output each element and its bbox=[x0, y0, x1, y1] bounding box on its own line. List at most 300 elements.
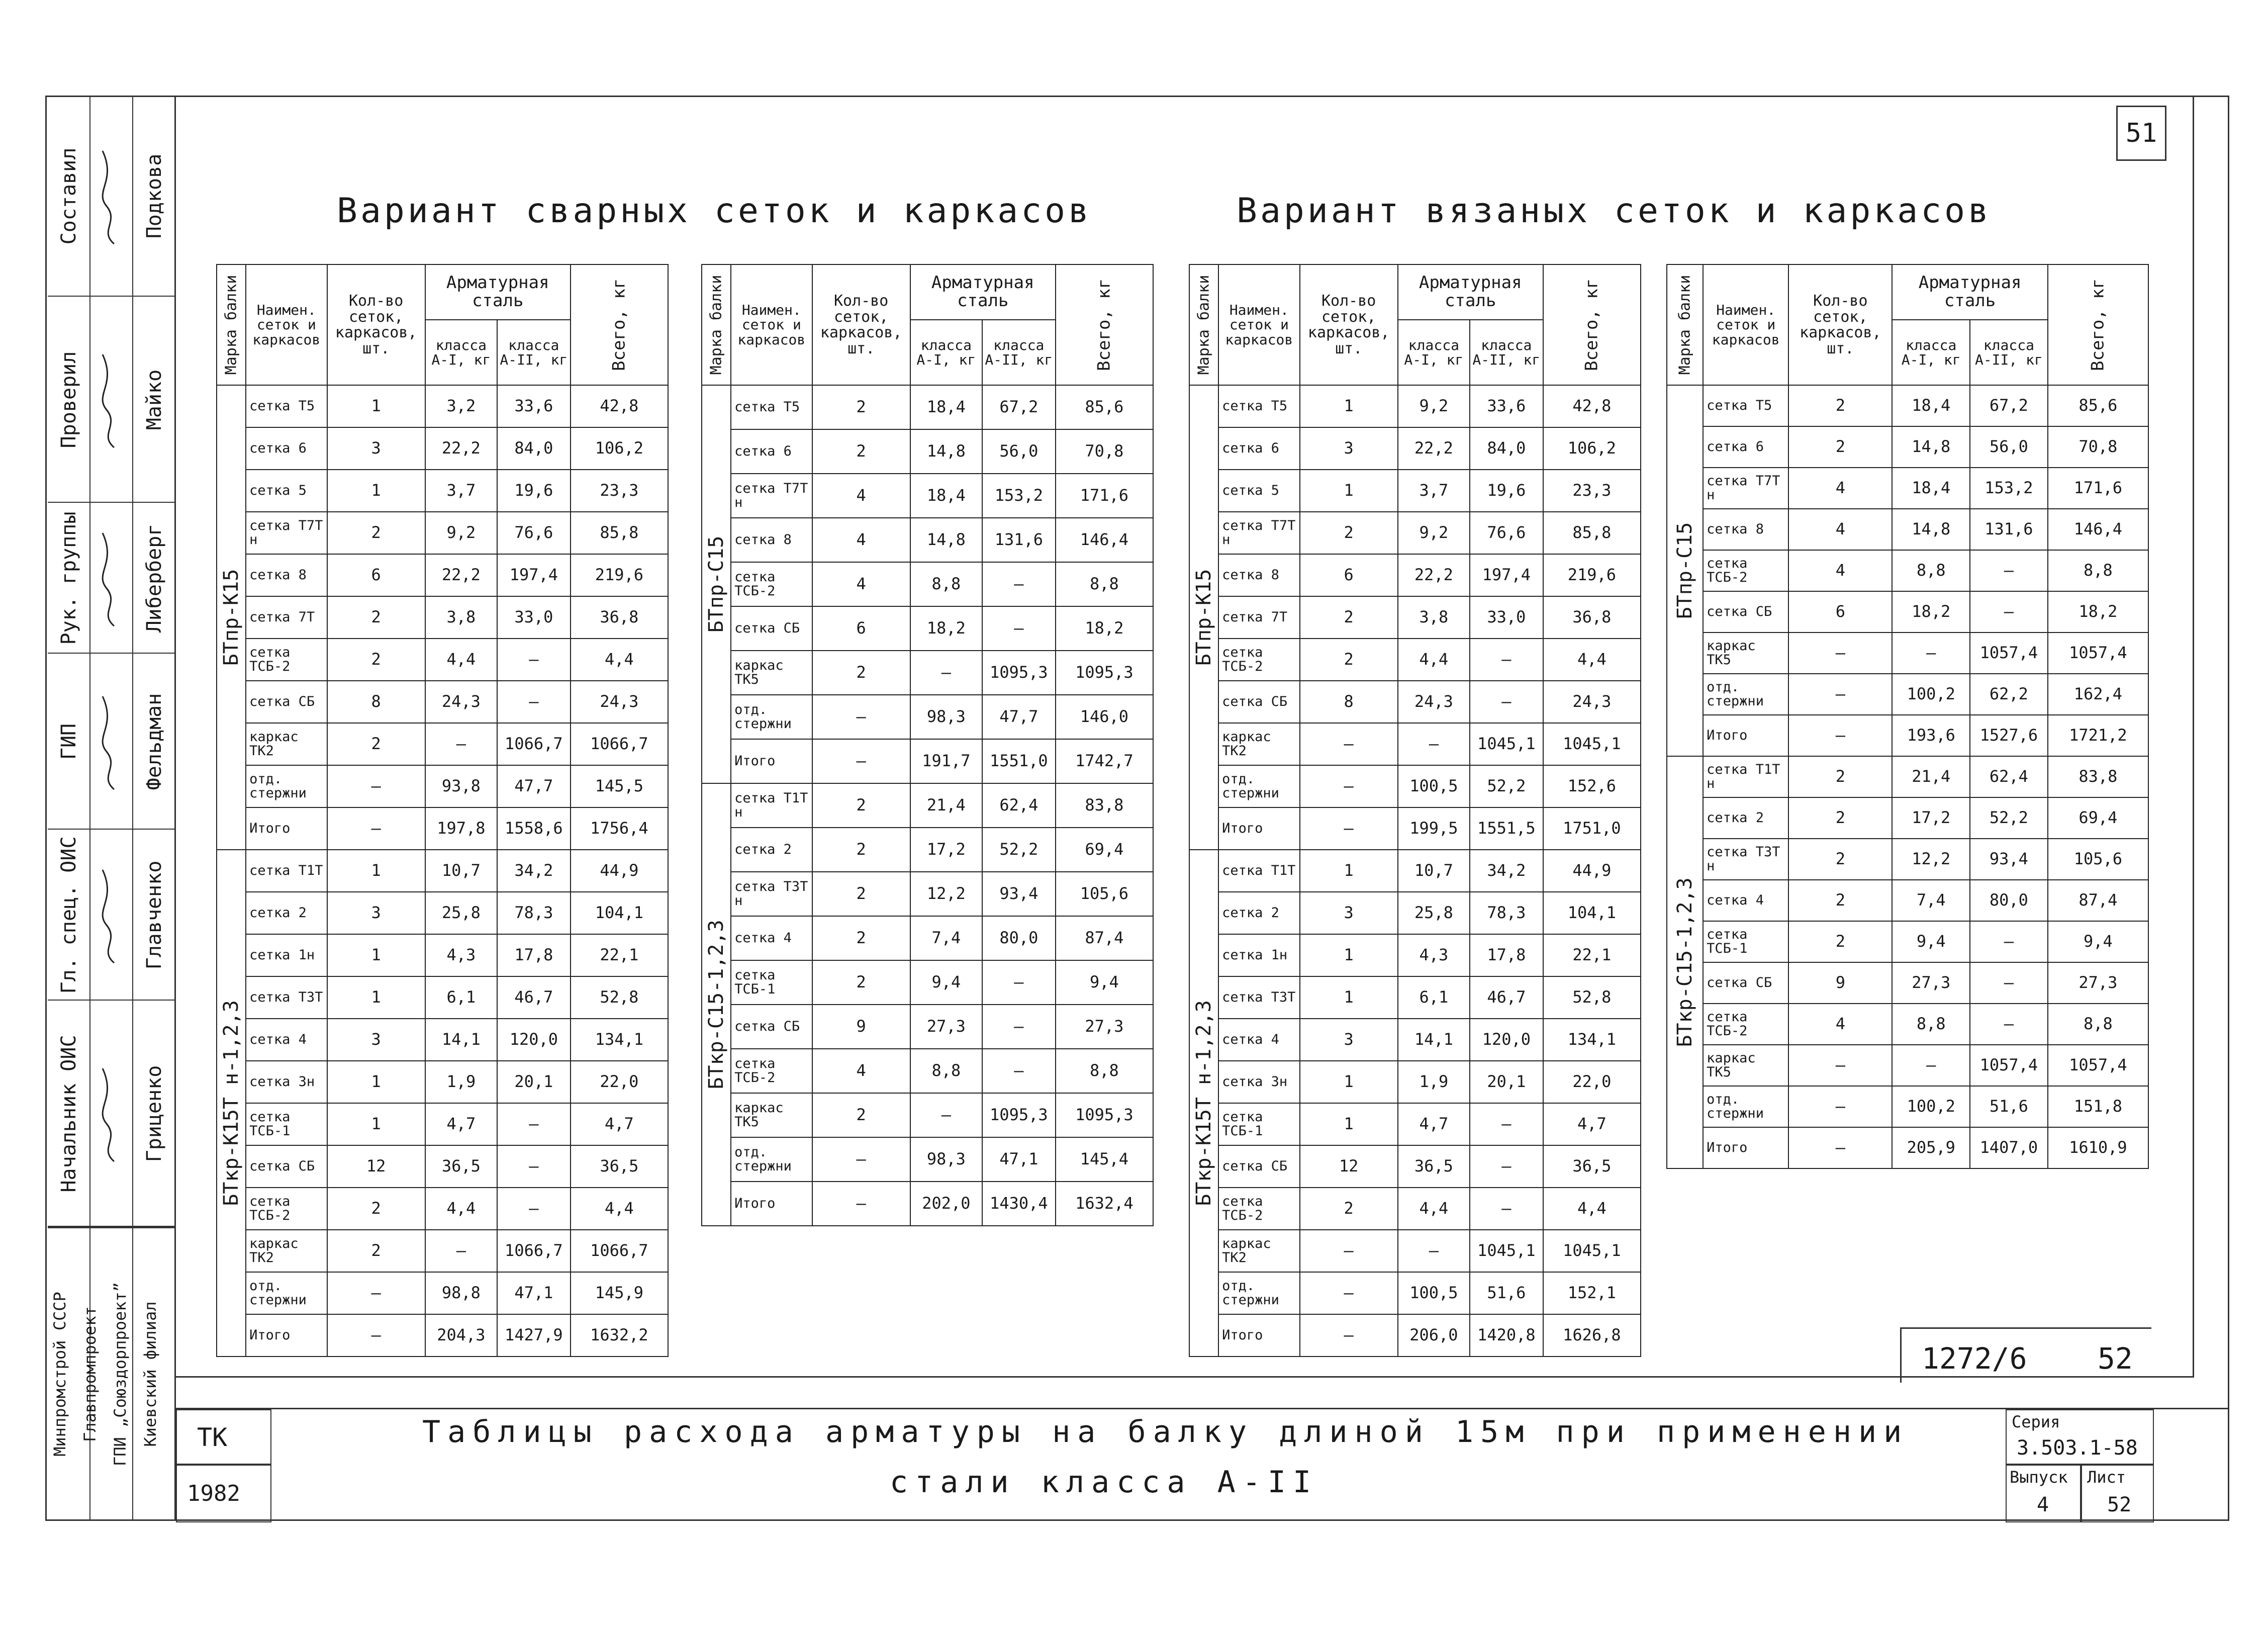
cell-a2: 47,1 bbox=[497, 1272, 571, 1314]
table-row bbox=[1189, 427, 1641, 470]
cell-a2: 76,6 bbox=[1470, 512, 1543, 554]
table-row bbox=[217, 639, 668, 681]
cell-qty: 1 bbox=[1300, 976, 1398, 1019]
cell-name: сетка ТСБ-2 bbox=[731, 1049, 812, 1093]
cell-name: каркас ТК2 bbox=[246, 1230, 327, 1272]
cell-total: 85,8 bbox=[571, 512, 668, 554]
cell-total: 36,5 bbox=[1543, 1145, 1641, 1188]
cell-a1: 98,8 bbox=[425, 1272, 497, 1314]
cell-name: сетка Т5 bbox=[246, 385, 327, 427]
table-row bbox=[217, 385, 668, 427]
cell-name: сетка 5 bbox=[1218, 470, 1299, 512]
cell-qty: 4 bbox=[1788, 509, 1892, 550]
stamp-row bbox=[48, 654, 176, 830]
cell-qty: 6 bbox=[812, 606, 910, 651]
cell-qty: — bbox=[1300, 807, 1398, 850]
cell-name: сетка Т7Т н bbox=[246, 512, 327, 554]
cell-qty: 1 bbox=[327, 1061, 425, 1103]
stamp-name: Гриценко bbox=[143, 1065, 166, 1162]
cell-total: 4,7 bbox=[1543, 1103, 1641, 1145]
cell-a2: 120,0 bbox=[1470, 1019, 1543, 1061]
cell-total: 104,1 bbox=[1543, 892, 1641, 934]
cell-total: 36,8 bbox=[571, 596, 668, 639]
cell-qty: — bbox=[812, 1182, 910, 1226]
cell-name: отд. стержни bbox=[1703, 674, 1788, 715]
cell-qty: 2 bbox=[812, 960, 910, 1005]
table-row bbox=[217, 765, 668, 807]
cell-total: 171,6 bbox=[1056, 474, 1153, 518]
cell-a2: 20,1 bbox=[497, 1061, 571, 1103]
table-row bbox=[217, 1314, 668, 1357]
cell-name: сетка Т1Т н bbox=[1703, 756, 1788, 797]
cell-a2: 51,6 bbox=[1970, 1086, 2048, 1127]
cell-qty: — bbox=[1788, 715, 1892, 756]
cell-a2: 1045,1 bbox=[1470, 723, 1543, 765]
cell-total: 105,6 bbox=[1056, 872, 1153, 916]
cell-qty: 4 bbox=[812, 474, 910, 518]
cell-name: сетка СБ bbox=[1703, 962, 1788, 1004]
cell-qty: — bbox=[1788, 674, 1892, 715]
cell-qty: — bbox=[1788, 1127, 1892, 1168]
table-row bbox=[1667, 962, 2148, 1004]
stamp-name: Майко bbox=[143, 369, 166, 430]
cell-qty: — bbox=[327, 1272, 425, 1314]
org-line-1: Минпромстрой СССР bbox=[50, 1292, 69, 1457]
cell-name: каркас ТК2 bbox=[246, 723, 327, 765]
cell-total: 146,0 bbox=[1056, 695, 1153, 739]
stamp-role: Составил bbox=[57, 147, 80, 245]
cell-a2: 197,4 bbox=[1470, 554, 1543, 596]
cell-a1: 10,7 bbox=[425, 850, 497, 892]
cell-total: 4,4 bbox=[1543, 1188, 1641, 1230]
table-row bbox=[1189, 1314, 1641, 1357]
table-row bbox=[1667, 1004, 2148, 1045]
beam-mark: БТпр-С15 bbox=[1667, 385, 1703, 756]
cell-name: сетка 4 bbox=[1218, 1019, 1299, 1061]
issue-label: Выпуск bbox=[2010, 1468, 2068, 1487]
cell-a2: 84,0 bbox=[497, 427, 571, 470]
table-row bbox=[1189, 976, 1641, 1019]
cell-qty: 4 bbox=[812, 1049, 910, 1093]
cell-a1: 191,7 bbox=[910, 739, 982, 783]
org-line-4: Киевский филиал bbox=[141, 1301, 160, 1447]
cell-total: 18,2 bbox=[2048, 591, 2148, 632]
cell-qty: 2 bbox=[1300, 1188, 1398, 1230]
cell-a2: — bbox=[1970, 550, 2048, 591]
cell-name: сетка 7Т bbox=[1218, 596, 1299, 639]
cell-a1: 3,8 bbox=[1398, 596, 1470, 639]
cell-qty: 4 bbox=[1788, 550, 1892, 591]
cell-name: сетка 7Т bbox=[246, 596, 327, 639]
table-row bbox=[1189, 681, 1641, 723]
table-row bbox=[702, 1137, 1153, 1182]
cell-a1: 24,3 bbox=[425, 681, 497, 723]
cell-a2: — bbox=[497, 1103, 571, 1145]
cell-a1: 36,5 bbox=[425, 1145, 497, 1188]
cell-qty: 2 bbox=[1300, 512, 1398, 554]
table-row bbox=[1189, 723, 1641, 765]
beam-mark: БТпр-К15 bbox=[1189, 385, 1218, 850]
cell-a1: 21,4 bbox=[910, 783, 982, 828]
cell-a1: 18,4 bbox=[910, 474, 982, 518]
org-block bbox=[48, 1227, 176, 1521]
stamp-row bbox=[48, 503, 176, 654]
cell-name: сетка Т3Т н bbox=[731, 872, 812, 916]
table-row bbox=[217, 512, 668, 554]
cell-qty: — bbox=[327, 1314, 425, 1357]
cell-total: 87,4 bbox=[2048, 880, 2148, 921]
cell-qty: — bbox=[1300, 1272, 1398, 1314]
cell-a2: 131,6 bbox=[982, 518, 1056, 562]
cell-total: 219,6 bbox=[571, 554, 668, 596]
th-steel: Арматурная сталь bbox=[1398, 264, 1543, 320]
table-row bbox=[217, 1230, 668, 1272]
table-row bbox=[1667, 468, 2148, 509]
sheet-number-box bbox=[2116, 106, 2166, 161]
table-row bbox=[1189, 554, 1641, 596]
cell-name: отд. стержни bbox=[246, 1272, 327, 1314]
cell-a1: — bbox=[910, 651, 982, 695]
cell-qty: 2 bbox=[327, 1230, 425, 1272]
table-row bbox=[1189, 765, 1641, 807]
cell-a1: 1,9 bbox=[1398, 1061, 1470, 1103]
tk-cell bbox=[176, 1409, 271, 1465]
cell-qty: 2 bbox=[1300, 596, 1398, 639]
table-row bbox=[217, 850, 668, 892]
cell-a2: 47,7 bbox=[497, 765, 571, 807]
cell-qty: 1 bbox=[1300, 934, 1398, 976]
sheet-number: 51 bbox=[2125, 118, 2157, 148]
cell-a2: 62,4 bbox=[982, 783, 1056, 828]
cell-a1: 12,2 bbox=[910, 872, 982, 916]
table-row bbox=[1667, 550, 2148, 591]
cell-total: 4,4 bbox=[571, 639, 668, 681]
th-steel: Арматурная сталь bbox=[910, 264, 1056, 320]
th-mark: Марка балки bbox=[1189, 264, 1218, 385]
cell-qty: 2 bbox=[1788, 385, 1892, 426]
cell-a2: 1095,3 bbox=[982, 651, 1056, 695]
cell-a1: 193,6 bbox=[1892, 715, 1970, 756]
cell-a2: 33,0 bbox=[1470, 596, 1543, 639]
cell-qty: 1 bbox=[1300, 1061, 1398, 1103]
cell-a2: 1057,4 bbox=[1970, 1045, 2048, 1086]
cell-name: сетка ТСБ-2 bbox=[246, 639, 327, 681]
table-row bbox=[1189, 639, 1641, 681]
cell-a2: — bbox=[1470, 639, 1543, 681]
cell-name: Итого bbox=[246, 1314, 327, 1357]
cell-a1: 9,4 bbox=[910, 960, 982, 1005]
series-label: Серия bbox=[2012, 1412, 2060, 1431]
cell-name: сетка 1н bbox=[246, 934, 327, 976]
cell-name: сетка ТСБ-2 bbox=[1218, 1188, 1299, 1230]
cell-qty: 3 bbox=[1300, 1019, 1398, 1061]
cell-total: 106,2 bbox=[1543, 427, 1641, 470]
cell-total: 69,4 bbox=[2048, 797, 2148, 839]
th-total: Всего, кг bbox=[2048, 264, 2148, 385]
cell-total: 24,3 bbox=[571, 681, 668, 723]
th-qty: Кол-во сеток, каркасов, шт. bbox=[1300, 264, 1398, 385]
cell-total: 145,5 bbox=[571, 765, 668, 807]
cell-a2: 67,2 bbox=[982, 385, 1056, 429]
cell-a2: 78,3 bbox=[1470, 892, 1543, 934]
cell-total: 151,8 bbox=[2048, 1086, 2148, 1127]
cell-qty: 2 bbox=[812, 916, 910, 960]
cell-qty: 1 bbox=[1300, 385, 1398, 427]
cell-a1: 27,3 bbox=[1892, 962, 1970, 1004]
cell-qty: 2 bbox=[812, 872, 910, 916]
title-line-1: Таблицы расхода арматуры на балку длиной 15м при применении bbox=[422, 1414, 1909, 1450]
table-welded-k15 bbox=[216, 264, 669, 1357]
cell-qty: — bbox=[812, 1137, 910, 1182]
cell-a1: 36,5 bbox=[1398, 1145, 1470, 1188]
cell-a1: — bbox=[1892, 1045, 1970, 1086]
stamp-row bbox=[48, 297, 176, 503]
cell-total: 162,4 bbox=[2048, 674, 2148, 715]
cell-qty: 8 bbox=[1300, 681, 1398, 723]
cell-total: 83,8 bbox=[2048, 756, 2148, 797]
cell-total: 85,6 bbox=[2048, 385, 2148, 426]
cell-qty: 9 bbox=[1788, 962, 1892, 1004]
cell-total: 146,4 bbox=[2048, 509, 2148, 550]
table-row bbox=[702, 518, 1153, 562]
cell-a2: 93,4 bbox=[982, 872, 1056, 916]
cell-qty: 1 bbox=[327, 1103, 425, 1145]
cell-a2: — bbox=[1470, 1103, 1543, 1145]
title-line-2: стали класса А-II bbox=[890, 1465, 1318, 1500]
th-mark: Марка балки bbox=[702, 264, 731, 385]
cell-a1: 3,7 bbox=[1398, 470, 1470, 512]
th-name: Наимен. сеток и каркасов bbox=[731, 264, 812, 385]
cell-qty: 3 bbox=[327, 427, 425, 470]
table-row bbox=[702, 474, 1153, 518]
cell-a1: — bbox=[425, 723, 497, 765]
cell-name: сетка Т5 bbox=[1218, 385, 1299, 427]
cell-a2: 84,0 bbox=[1470, 427, 1543, 470]
cell-a2: 56,0 bbox=[1970, 426, 2048, 468]
cell-total: 22,1 bbox=[1543, 934, 1641, 976]
stamp-name: Подкова bbox=[143, 153, 166, 239]
th-total: Всего, кг bbox=[1056, 264, 1153, 385]
signature bbox=[97, 691, 127, 792]
th-a1: класса А-I, кг bbox=[910, 320, 982, 385]
cell-qty: 1 bbox=[327, 934, 425, 976]
cell-a2: — bbox=[1470, 1188, 1543, 1230]
year-cell bbox=[176, 1465, 271, 1522]
cell-a2: — bbox=[1970, 962, 2048, 1004]
cell-a1: 7,4 bbox=[910, 916, 982, 960]
cell-name: Итого bbox=[1218, 1314, 1299, 1357]
cell-a2: 80,0 bbox=[982, 916, 1056, 960]
cell-total: 1095,3 bbox=[1056, 1093, 1153, 1137]
cell-a1: 7,4 bbox=[1892, 880, 1970, 921]
cell-name: Итого bbox=[1703, 1127, 1788, 1168]
sheet-cell bbox=[2081, 1465, 2154, 1522]
cell-name: сетка 6 bbox=[1218, 427, 1299, 470]
cell-qty: 6 bbox=[1300, 554, 1398, 596]
table-row bbox=[217, 554, 668, 596]
cell-total: 42,8 bbox=[1543, 385, 1641, 427]
cell-total: 8,8 bbox=[2048, 550, 2148, 591]
cell-a2: 47,1 bbox=[982, 1137, 1056, 1182]
cell-name: сетка Т1Т bbox=[1218, 850, 1299, 892]
cell-name: сетка 3н bbox=[1218, 1061, 1299, 1103]
cell-qty: 2 bbox=[1788, 839, 1892, 880]
th-name: Наимен. сеток и каркасов bbox=[1703, 264, 1788, 385]
cell-a1: 9,2 bbox=[1398, 385, 1470, 427]
cell-name: сетка 6 bbox=[731, 429, 812, 474]
cell-total: 8,8 bbox=[2048, 1004, 2148, 1045]
cell-a1: 22,2 bbox=[1398, 427, 1470, 470]
cell-total: 1610,9 bbox=[2048, 1127, 2148, 1168]
cell-total: 69,4 bbox=[1056, 828, 1153, 872]
cell-a1: 12,2 bbox=[1892, 839, 1970, 880]
cell-name: сетка СБ bbox=[1218, 681, 1299, 723]
table-row bbox=[702, 651, 1153, 695]
cell-a2: 33,6 bbox=[1470, 385, 1543, 427]
cell-a2: 1066,7 bbox=[497, 723, 571, 765]
beam-mark: БТкр-С15-1,2,3 bbox=[702, 783, 731, 1226]
th-a2: класса А-II, кг bbox=[1470, 320, 1543, 385]
cell-total: 1095,3 bbox=[1056, 651, 1153, 695]
table-row bbox=[1189, 1188, 1641, 1230]
cell-a2: — bbox=[982, 606, 1056, 651]
cell-name: каркас ТК5 bbox=[731, 651, 812, 695]
cell-qty: 2 bbox=[1788, 880, 1892, 921]
table-row bbox=[217, 723, 668, 765]
cell-total: 27,3 bbox=[1056, 1005, 1153, 1049]
cell-name: сетка 2 bbox=[731, 828, 812, 872]
cell-qty: 2 bbox=[812, 429, 910, 474]
table-row bbox=[702, 783, 1153, 828]
th-total: Всего, кг bbox=[1543, 264, 1641, 385]
cell-a1: 6,1 bbox=[1398, 976, 1470, 1019]
cell-a2: 52,2 bbox=[982, 828, 1056, 872]
cell-a2: — bbox=[1970, 591, 2048, 632]
cell-a2: 78,3 bbox=[497, 892, 571, 934]
cell-a2: 1066,7 bbox=[497, 1230, 571, 1272]
table-row bbox=[1667, 632, 2148, 674]
cell-a2: 67,2 bbox=[1970, 385, 2048, 426]
beam-mark: БТкр-С15-1,2,3 bbox=[1667, 756, 1703, 1168]
cell-name: сетка ТСБ-1 bbox=[246, 1103, 327, 1145]
cell-a2: — bbox=[982, 562, 1056, 606]
cell-qty: 3 bbox=[327, 892, 425, 934]
cell-a1: 25,8 bbox=[1398, 892, 1470, 934]
cell-total: 105,6 bbox=[2048, 839, 2148, 880]
cell-total: 87,4 bbox=[1056, 916, 1153, 960]
stamp-name: Главченко bbox=[143, 860, 166, 970]
cell-total: 23,3 bbox=[571, 470, 668, 512]
cell-name: сетка ТСБ-2 bbox=[246, 1188, 327, 1230]
table-row bbox=[702, 1005, 1153, 1049]
cell-a1: 10,7 bbox=[1398, 850, 1470, 892]
table-row bbox=[1189, 385, 1641, 427]
cell-a1: 4,3 bbox=[425, 934, 497, 976]
cell-a1: — bbox=[1398, 723, 1470, 765]
cell-total: 219,6 bbox=[1543, 554, 1641, 596]
table-row bbox=[1667, 426, 2148, 468]
cell-a2: — bbox=[497, 1188, 571, 1230]
cell-name: сетка 4 bbox=[731, 916, 812, 960]
table-row bbox=[1189, 596, 1641, 639]
beam-mark: БТпр-С15 bbox=[702, 385, 731, 783]
th-steel: Арматурная сталь bbox=[425, 264, 571, 320]
cell-a2: 33,0 bbox=[497, 596, 571, 639]
cell-name: сетка 8 bbox=[1703, 509, 1788, 550]
cell-total: 1632,4 bbox=[1056, 1182, 1153, 1226]
cell-a2: 33,6 bbox=[497, 385, 571, 427]
cell-name: сетка Т7Т н bbox=[1218, 512, 1299, 554]
table-row bbox=[1667, 385, 2148, 426]
cell-a1: 8,8 bbox=[910, 562, 982, 606]
cell-a1: 18,4 bbox=[910, 385, 982, 429]
th-a1: класса А-I, кг bbox=[1398, 320, 1470, 385]
sheet-value: 52 bbox=[2107, 1493, 2132, 1516]
cell-a2: 34,2 bbox=[1470, 850, 1543, 892]
cell-name: сетка 3н bbox=[246, 1061, 327, 1103]
cell-a2: 120,0 bbox=[497, 1019, 571, 1061]
cell-total: 36,5 bbox=[571, 1145, 668, 1188]
doc-code: 1272/6 bbox=[1922, 1341, 2027, 1376]
cell-name: сетка 8 bbox=[731, 518, 812, 562]
cell-a1: 100,5 bbox=[1398, 1272, 1470, 1314]
stamp-name: Либерберг bbox=[143, 523, 166, 633]
beam-mark: БТкр-К15Т н-1,2,3 bbox=[1189, 850, 1218, 1357]
cell-name: отд. стержни bbox=[1218, 765, 1299, 807]
cell-total: 42,8 bbox=[571, 385, 668, 427]
cell-total: 1751,0 bbox=[1543, 807, 1641, 850]
cell-name: сетка Т3Т bbox=[1218, 976, 1299, 1019]
cell-a1: 14,8 bbox=[910, 518, 982, 562]
cell-qty: — bbox=[327, 807, 425, 850]
cell-total: 85,8 bbox=[1543, 512, 1641, 554]
table-row bbox=[1667, 591, 2148, 632]
cell-name: сетка 5 bbox=[246, 470, 327, 512]
cell-qty: 1 bbox=[327, 850, 425, 892]
th-total: Всего, кг bbox=[571, 264, 668, 385]
cell-a2: 52,2 bbox=[1470, 765, 1543, 807]
table-row bbox=[702, 872, 1153, 916]
th-qty: Кол-во сеток, каркасов, шт. bbox=[327, 264, 425, 385]
cell-name: сетка 6 bbox=[1703, 426, 1788, 468]
issue-cell bbox=[2006, 1465, 2081, 1522]
signature bbox=[97, 146, 127, 246]
table-row bbox=[217, 892, 668, 934]
th-qty: Кол-во сеток, каркасов, шт. bbox=[1788, 264, 1892, 385]
cell-name: сетка Т7Т н bbox=[731, 474, 812, 518]
cell-qty: 3 bbox=[1300, 892, 1398, 934]
cell-qty: — bbox=[1300, 765, 1398, 807]
cell-qty: 1 bbox=[327, 385, 425, 427]
cell-a1: 4,4 bbox=[425, 1188, 497, 1230]
stamp-row bbox=[48, 96, 176, 297]
cell-a1: 18,2 bbox=[1892, 591, 1970, 632]
cell-total: 70,8 bbox=[1056, 429, 1153, 474]
cell-a2: 1527,6 bbox=[1970, 715, 2048, 756]
cell-a2: — bbox=[1470, 1145, 1543, 1188]
table-row bbox=[217, 976, 668, 1019]
cell-total: 152,1 bbox=[1543, 1272, 1641, 1314]
signature bbox=[97, 1063, 127, 1164]
cell-name: сетка 1н bbox=[1218, 934, 1299, 976]
cell-total: 52,8 bbox=[1543, 976, 1641, 1019]
cell-a1: 22,2 bbox=[425, 427, 497, 470]
cell-qty: 1 bbox=[1300, 470, 1398, 512]
cell-qty: — bbox=[327, 765, 425, 807]
stamp-role: Рук. группы bbox=[57, 511, 80, 645]
cell-a1: 100,5 bbox=[1398, 765, 1470, 807]
table-row bbox=[702, 828, 1153, 872]
